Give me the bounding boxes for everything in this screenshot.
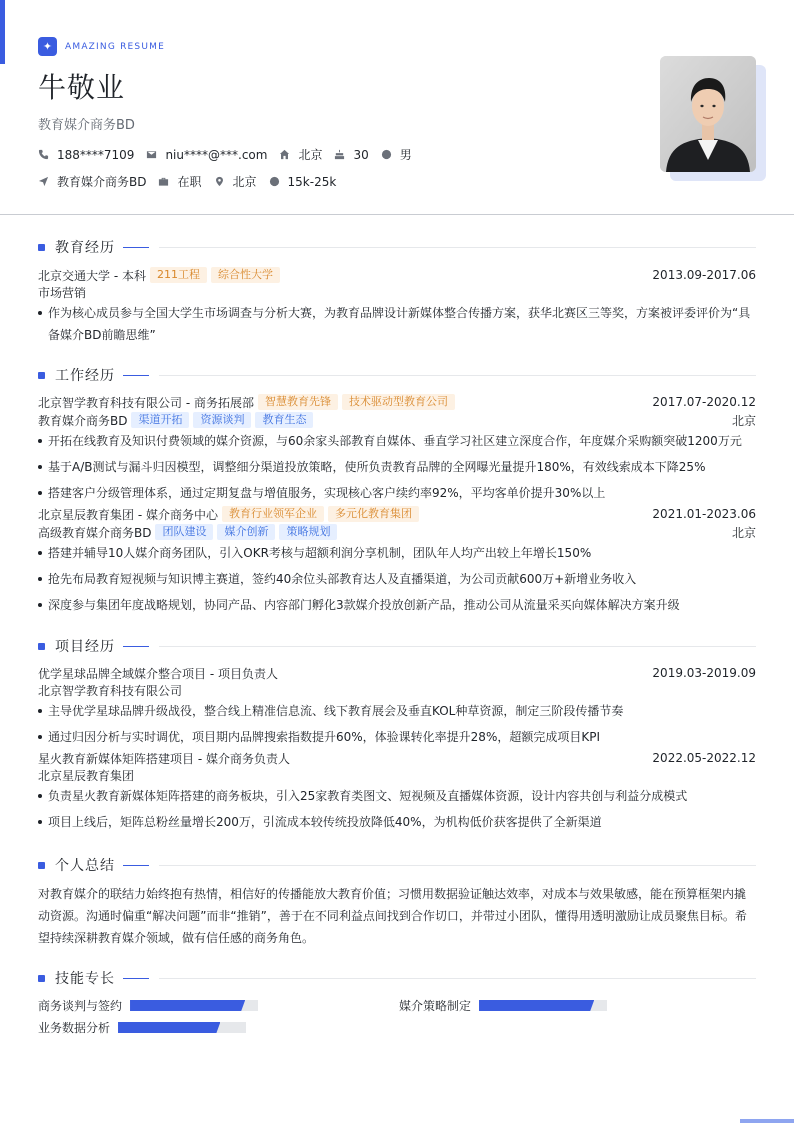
- briefcase-icon: [158, 176, 169, 187]
- company-tag: 多元化教育集团: [328, 506, 419, 522]
- target-city-value: 北京: [232, 175, 257, 189]
- candidate-title: 教育媒介商务BD: [38, 118, 135, 133]
- section-rule: [159, 978, 756, 979]
- age-item: [334, 148, 368, 162]
- summary-section: [38, 855, 756, 949]
- work-entry: [38, 393, 756, 504]
- money-icon: [269, 176, 280, 187]
- skill-name: 业务数据分析: [38, 1021, 111, 1035]
- home-icon: [279, 149, 290, 160]
- profile-photo: [660, 56, 756, 172]
- work-bullet: 开拓在线教育及知识付费领域的媒介资源，与60余家头部教育自媒体、垂直学习社区建立深度合作，年度媒介采购额突破1200万元: [38, 430, 756, 452]
- section-header: [38, 636, 756, 656]
- project-date: 2019.03-2019.09: [652, 666, 756, 680]
- skill-level: [118, 1022, 220, 1033]
- section-dash: [123, 247, 149, 248]
- accent-bar-bottom: [740, 1119, 794, 1123]
- project-org: 北京星辰教育集团: [38, 769, 135, 783]
- candidate-name: 牛敬业: [38, 71, 126, 104]
- work-city: 北京: [731, 525, 756, 540]
- project-entry: [38, 749, 756, 833]
- work-date: 2017.07-2020.12: [652, 395, 756, 409]
- work-date: 2021.01-2023.06: [652, 507, 756, 521]
- skill-bar: [130, 1000, 258, 1011]
- project-row: [38, 664, 756, 682]
- salary-item: [269, 175, 337, 189]
- project-date: 2022.05-2022.12: [652, 751, 756, 765]
- project-org: 北京智学教育科技有限公司: [38, 684, 183, 698]
- role-name: 教育媒介商务BD: [38, 413, 128, 428]
- section-rule: [159, 247, 756, 248]
- section-dash: [123, 375, 149, 376]
- skill-item: [38, 1019, 246, 1036]
- hometown-item: [279, 146, 322, 163]
- role-tag: 教育生态: [255, 412, 313, 428]
- target-job-value: 教育媒介商务BD: [57, 175, 147, 189]
- section-rule: [159, 646, 756, 647]
- work-bullet: 搭建并辅导10人媒介商务团队，引入OKR考核与超额利润分享机制，团队年人均产出较上年增长150%: [38, 542, 756, 564]
- section-rule: [159, 375, 756, 376]
- project-row: [38, 749, 756, 767]
- skills-section: [38, 968, 756, 988]
- phone-value: 188****7109: [57, 147, 135, 162]
- status-item: [158, 173, 201, 190]
- salary-value: 15k-25k: [287, 174, 337, 189]
- phone-icon: [38, 149, 49, 160]
- company-name: 北京智学教育科技有限公司 - 商务拓展部: [38, 395, 254, 410]
- project-bullet: 项目上线后，矩阵总粉丝量增长200万，引流成本较传统投放降低40%，为机构低价获客提供了全新渠道: [38, 811, 756, 833]
- project-bullet: 主导优学星球品牌升级战役，整合线上精准信息流、线下教育展会及垂直KOL种草资源，制定三阶段传播节奏: [38, 700, 756, 722]
- age-value: 30: [353, 147, 369, 162]
- company-tag: 智慧教育先锋: [258, 394, 338, 410]
- section-title: 教育经历: [55, 240, 115, 256]
- skill-item: [399, 997, 607, 1014]
- section-header: [38, 968, 756, 988]
- section-header: [38, 237, 756, 257]
- work-city: 北京: [731, 413, 756, 428]
- section-header: [38, 855, 756, 875]
- school-tag: 综合性大学: [211, 267, 280, 283]
- gender-icon: [381, 149, 392, 160]
- phone-item: [38, 148, 134, 162]
- company-tag: 技术驱动型教育公司: [342, 394, 455, 410]
- project-entry: [38, 664, 756, 748]
- role-row: [38, 411, 756, 429]
- skill-level: [479, 1000, 594, 1011]
- summary-text: 对教育媒介的联结力始终抱有热情，相信好的传播能放大教育价值；习惯用数据验证触达效率，对成本与效果敏感，能在预算框架内撬动资源。沟通时偏重“解决问题”而非“推销”，善于在不同利益点间找到合作切口，并带过小团队，懂得用透明激励让成员聚焦目标。希望持续深耕教育媒介领域，做有信任感的商务角色。: [38, 887, 747, 945]
- mail-icon: [146, 149, 157, 160]
- education-bullet: 作为核心成员参与全国大学生市场调查与分析大赛，为教育品牌设计新媒体整合传播方案，获华北赛区三等奖，方案被评委评价为“具备媒介BD前瞻思维”: [38, 302, 756, 346]
- section-marker: [38, 372, 45, 379]
- resume-header: [38, 37, 598, 189]
- work-bullet: 抢先布局教育短视频与知识博主赛道，签约40余位头部教育达人及直播渠道，为公司贡献600万+新增业务收入: [38, 568, 756, 590]
- section-dash: [123, 865, 149, 866]
- school-name: 北京交通大学 - 本科: [38, 268, 146, 283]
- education-section: [38, 237, 756, 346]
- contact-row: [38, 146, 424, 163]
- work-section: [38, 365, 756, 616]
- location-pin-icon: [214, 176, 225, 187]
- work-entry: [38, 505, 756, 616]
- education-date: 2013.09-2017.06: [652, 268, 756, 282]
- skill-item: [38, 997, 258, 1014]
- section-dash: [123, 646, 149, 647]
- brand-text: AMAZING RESUME: [65, 41, 165, 52]
- role-tag: 资源谈判: [193, 412, 251, 428]
- role-tag: 策略规划: [279, 524, 337, 540]
- section-dash: [123, 978, 149, 979]
- sparkle-icon: ✦: [38, 37, 57, 56]
- education-row: [38, 266, 756, 284]
- job-intent-row: [38, 173, 348, 190]
- project-name: 优学星球品牌全域媒介整合项目 - 项目负责人: [38, 666, 278, 681]
- hometown-value: 北京: [298, 148, 323, 162]
- skill-bar: [479, 1000, 607, 1011]
- role-tag: 渠道开拓: [131, 412, 189, 428]
- header-divider: [0, 214, 794, 215]
- section-marker: [38, 643, 45, 650]
- accent-bar-left: [0, 0, 5, 64]
- section-title: 工作经历: [55, 368, 115, 384]
- work-bullet: 深度参与集团年度战略规划，协同产品、内容部门孵化3款媒介投放创新产品，推动公司从流量采买向媒体解决方案升级: [38, 594, 756, 616]
- cake-icon: [334, 149, 345, 160]
- target-city-item: [214, 173, 257, 190]
- major: 市场营销: [38, 286, 87, 300]
- section-header: [38, 365, 756, 385]
- project-bullet: 通过归因分析与实时调优，项目期内品牌搜索指数提升60%，体验课转化率提升28%，超额完成项目KPI: [38, 726, 756, 748]
- section-marker: [38, 862, 45, 869]
- send-icon: [38, 176, 49, 187]
- brand: [38, 37, 598, 56]
- work-bullet: 搭建客户分级管理体系，通过定期复盘与增值服务，实现核心客户续约率92%，平均客单价提升30%以上: [38, 482, 756, 504]
- work-bullet: 基于A/B测试与漏斗归因模型，调整细分渠道投放策略，使所负责教育品牌的全网曝光量提升180%，有效线索成本下降25%: [38, 456, 756, 478]
- section-title: 项目经历: [55, 639, 115, 655]
- company-tag: 教育行业领军企业: [222, 506, 324, 522]
- skill-name: 媒介策略制定: [399, 999, 472, 1013]
- email-item: [146, 148, 267, 162]
- skill-name: 商务谈判与签约: [38, 999, 123, 1013]
- role-tag: 媒介创新: [217, 524, 275, 540]
- section-marker: [38, 975, 45, 982]
- projects-section: [38, 636, 756, 833]
- section-title: 技能专长: [55, 971, 115, 987]
- skill-level: [130, 1000, 245, 1011]
- company-row: [38, 505, 756, 523]
- section-title: 个人总结: [55, 858, 115, 874]
- status-value: 在职: [177, 175, 202, 189]
- email-value: niu****@***.com: [165, 147, 268, 162]
- skill-bar: [118, 1022, 246, 1033]
- role-tag: 团队建设: [155, 524, 213, 540]
- target-job-item: [38, 173, 146, 190]
- gender-item: [381, 146, 412, 163]
- gender-value: 男: [399, 148, 412, 162]
- company-name: 北京星辰教育集团 - 媒介商务中心: [38, 507, 218, 522]
- company-row: [38, 393, 756, 411]
- avatar: [660, 56, 756, 172]
- school-tag: 211工程: [150, 267, 207, 283]
- section-marker: [38, 244, 45, 251]
- project-name: 星火教育新媒体矩阵搭建项目 - 媒介商务负责人: [38, 751, 290, 766]
- project-bullet: 负责星火教育新媒体矩阵搭建的商务板块，引入25家教育类图文、短视频及直播媒体资源，设计内容共创与利益分成模式: [38, 785, 756, 807]
- section-rule: [159, 865, 756, 866]
- role-name: 高级教育媒介商务BD: [38, 525, 152, 540]
- role-row: [38, 523, 756, 541]
